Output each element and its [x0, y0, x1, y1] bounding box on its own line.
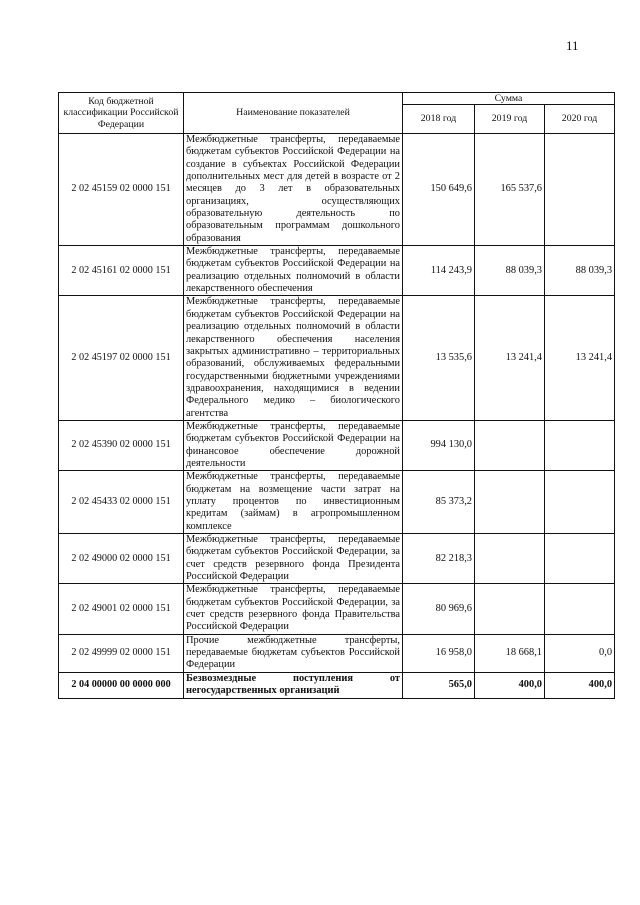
- table-header: [59, 93, 615, 134]
- table-row: [59, 584, 615, 634]
- row-value-2020: [545, 534, 615, 584]
- header-code: Код бюджетной классификации Российской Федерации: [59, 93, 184, 134]
- row-value-2019: 18 668,1: [475, 634, 545, 672]
- header-year-2020: 2020 год: [545, 105, 615, 134]
- row-value-2018: 13 535,6: [403, 296, 475, 420]
- total-value-2020: 400,0: [545, 672, 615, 698]
- row-name: Межбюджетные трансферты, передаваемые бюджетам субъектов Российской Федерации на создание в субъектах Российской Федерации дополнительных мест для детей в возрасте от 2 месяцев до 3 лет в образовательных организациях, осуществляющих образовательную деятельность по образовательным программам дошкольного образования: [184, 134, 403, 246]
- row-value-2019: [475, 471, 545, 534]
- row-value-2019: [475, 420, 545, 470]
- row-code: 2 02 45197 02 0000 151: [59, 296, 184, 420]
- header-sum: Сумма: [403, 93, 615, 105]
- row-code: 2 02 49999 02 0000 151: [59, 634, 184, 672]
- row-value-2019: [475, 534, 545, 584]
- row-value-2020: [545, 134, 615, 246]
- page-number: 11: [566, 38, 579, 53]
- header-year-2019: 2019 год: [475, 105, 545, 134]
- row-name: Межбюджетные трансферты, передаваемые бюджетам субъектов Российской Федерации на реализацию отдельных полномочий в области лекарственного обеспечения: [184, 246, 403, 296]
- row-value-2018: 16 958,0: [403, 634, 475, 672]
- table-row: [59, 534, 615, 584]
- row-code: 2 02 45159 02 0000 151: [59, 134, 184, 246]
- table-total-row: [59, 672, 615, 698]
- row-name: Межбюджетные трансферты, передаваемые бюджетам субъектов Российской Федерации на финансовое обеспечение дорожной деятельности: [184, 420, 403, 470]
- row-value-2020: [545, 420, 615, 470]
- row-code: 2 02 45161 02 0000 151: [59, 246, 184, 296]
- budget-table: [58, 92, 615, 699]
- row-value-2020: 0,0: [545, 634, 615, 672]
- row-value-2018: 80 969,6: [403, 584, 475, 634]
- row-value-2020: 13 241,4: [545, 296, 615, 420]
- row-code: 2 02 49000 02 0000 151: [59, 534, 184, 584]
- row-value-2018: 85 373,2: [403, 471, 475, 534]
- header-name: Наименование показателей: [184, 93, 403, 134]
- row-value-2019: [475, 584, 545, 634]
- row-value-2020: [545, 584, 615, 634]
- row-code: 2 02 45390 02 0000 151: [59, 420, 184, 470]
- total-value-2018: 565,0: [403, 672, 475, 698]
- row-value-2019: 88 039,3: [475, 246, 545, 296]
- row-code: 2 02 45433 02 0000 151: [59, 471, 184, 534]
- row-value-2018: 114 243,9: [403, 246, 475, 296]
- total-code: 2 04 00000 00 0000 000: [59, 672, 184, 698]
- row-value-2018: 150 649,6: [403, 134, 475, 246]
- table-row: [59, 296, 615, 420]
- row-name: Межбюджетные трансферты, передаваемые бюджетам субъектов Российской Федерации, за счет средств резервного фонда Правительства Российской Федерации: [184, 584, 403, 634]
- row-value-2018: 994 130,0: [403, 420, 475, 470]
- table-row: [59, 246, 615, 296]
- row-name: Межбюджетные трансферты, передаваемые бюджетам субъектов Российской Федерации, за счет средств резервного фонда Президента Российской Федерации: [184, 534, 403, 584]
- row-name: Межбюджетные трансферты, передаваемые бюджетам на возмещение части затрат на уплату процентов по инвестиционным кредитам (займам) в агропромышленном комплексе: [184, 471, 403, 534]
- row-value-2020: 88 039,3: [545, 246, 615, 296]
- row-value-2018: 82 218,3: [403, 534, 475, 584]
- row-value-2020: [545, 471, 615, 534]
- total-value-2019: 400,0: [475, 672, 545, 698]
- table-row: [59, 471, 615, 534]
- row-code: 2 02 49001 02 0000 151: [59, 584, 184, 634]
- table-row: [59, 634, 615, 672]
- header-year-2018: 2018 год: [403, 105, 475, 134]
- table-row: [59, 420, 615, 470]
- table-row: [59, 134, 615, 246]
- row-value-2019: 165 537,6: [475, 134, 545, 246]
- row-name: Межбюджетные трансферты, передаваемые бюджетам субъектов Российской Федерации на реализацию отдельных полномочий в области лекарственного обеспечения населения закрытых административно – территориальных образований, обслуживаемых федеральными государственными бюджетными учреждениями здравоохранения, находящимися в ведении Федерального медико – биологического агентства: [184, 296, 403, 420]
- row-value-2019: 13 241,4: [475, 296, 545, 420]
- total-name: Безвозмездные поступления от негосударственных организаций: [184, 672, 403, 698]
- row-name: Прочие межбюджетные трансферты, передаваемые бюджетам субъектов Российской Федерации: [184, 634, 403, 672]
